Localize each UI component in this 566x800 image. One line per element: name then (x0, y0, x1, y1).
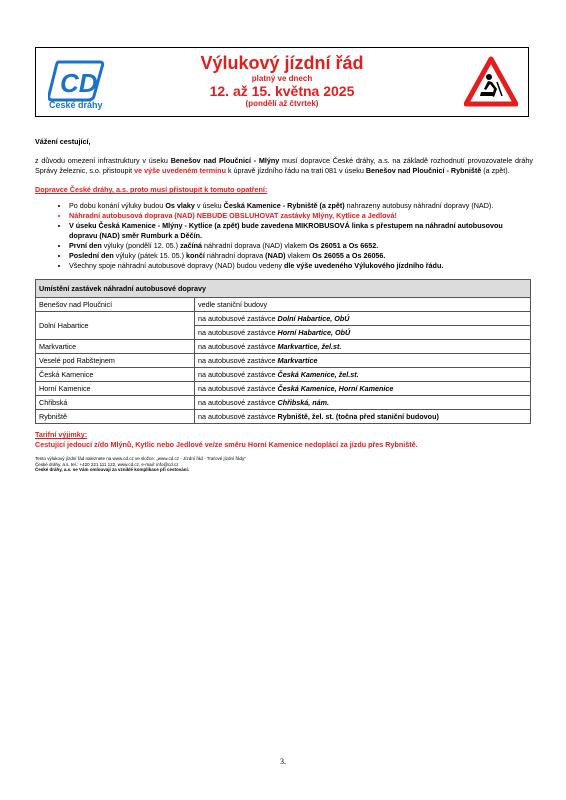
bullet-text: Os 26051 a Os 6652. (309, 241, 379, 250)
station-cell: Horní Kamenice (36, 382, 195, 396)
validity-label: platný ve dnech (251, 74, 313, 83)
location-prefix: na autobusové zastávce (198, 411, 278, 421)
bullet-text: náhradní doprava (NAD) vlakem (202, 241, 310, 250)
table-row (36, 368, 531, 382)
location-stop: Markvartice (277, 355, 318, 365)
bullet-text: začíná (180, 241, 203, 250)
roadwork-warning-icon (464, 56, 518, 108)
location-stop: Česká Kamenice, Horní Kamenice (277, 383, 394, 393)
station-cell: Česká Kamenice (36, 368, 195, 382)
location-prefix: na autobusové zastávce (198, 327, 278, 337)
bullet-text: Všechny spoje náhradní autobusové dopravy (NAD) budou vedeny (69, 261, 284, 270)
page-number: 3. (280, 757, 286, 766)
bullet-text: (NAD) (265, 251, 286, 260)
content (35, 137, 533, 473)
intro-section: Benešov nad Ploučnicí - Mlýny (170, 156, 280, 165)
location-stop: Dolní Habartice, ObÚ (277, 313, 350, 323)
intro-text-4: (a zpět). (481, 166, 510, 175)
footnote-line: Tento výlukový jízdní řád naleznete na www.cd.cz ve složce: „www.cd.cz - Jízdní řád - Traťové jízdní řády" (35, 456, 246, 461)
station-cell: Veselé pod Rabštejnem (36, 354, 195, 368)
tarif-title: Tarifní výjimky: (35, 430, 88, 439)
location-cell: vedle staniční budovy (195, 298, 531, 312)
location-stop: Česká Kamenice, žel.st. (277, 369, 359, 379)
station-cell: Dolní Habartice (36, 312, 195, 340)
list-item (69, 201, 533, 211)
logo-text: České dráhy (49, 100, 103, 110)
bullet-text: v úseku (194, 201, 224, 210)
station-cell: Benešov nad Ploučnicí (36, 298, 195, 312)
bullet-text: První den (69, 241, 102, 250)
location-prefix: na autobusové zastávce (198, 369, 278, 379)
bullet-text: končí (186, 251, 205, 260)
page-title: Výlukový jízdní řád (200, 53, 364, 73)
bullet-text: Os vlaky (165, 201, 195, 210)
validity-dates: 12. až 15. května 2025 (209, 83, 355, 99)
location-stop: Markvartice, žel.st. (277, 341, 342, 351)
stops-table (35, 279, 531, 424)
footnote-line: České dráhy, a.s. se Vám omlouvají za vzniklé komplikace při cestování. (35, 467, 189, 472)
svg-text:CD: CD (60, 68, 98, 98)
location-prefix: na autobusové zastávce (198, 313, 278, 323)
station-cell: Markvartice (36, 340, 195, 354)
list-item (69, 241, 533, 251)
list-item: • Náhradní autobusová doprava (NAD) NEBUDE OBSLUHOVAT zastávky Mlýny, Kytlice a Jedlová! (69, 211, 533, 221)
intro-text-1: z důvodu omezení infrastruktury v úseku (35, 156, 171, 165)
table-header-row (36, 280, 531, 298)
table-row (36, 410, 531, 424)
location-cell (195, 396, 531, 410)
bullet-text: Po dobu konání výluky budou (69, 201, 166, 210)
bullet-text: Os 26055 a Os 26056. (312, 251, 386, 260)
footnote-line: České dráhy, a.s. tel.: +420 221 111 122, www.cd.cz, e-mail: info@cd.cz (35, 461, 179, 467)
measures-title: Dopravce České dráhy, a.s. proto musí přistoupit k tomuto opatření: (35, 185, 268, 194)
bullet-text: nahrazeny autobusy náhradní dopravy (NAD). (344, 201, 494, 210)
location-stop: Chřibská, nám. (277, 397, 330, 407)
intro-paragraph (35, 156, 533, 176)
list-item (69, 251, 533, 261)
location-cell (195, 354, 531, 368)
location-prefix: na autobusové zastávce (198, 341, 278, 351)
station-cell: Chřibská (36, 396, 195, 410)
table-row (36, 298, 531, 312)
intro-text-2: musí dopravce České dráhy, a.s. na základě rozhodnutí provozovatele dráhy Správy železnic, s.o. přistoupit (35, 156, 533, 175)
validity-days: (pondělí až čtvrtek) (245, 99, 319, 108)
tarif-text: Cestující jedoucí z/do Mlýnů, Kytlic nebo Jedlové ve/ze směru Horní Kamenice nedoplácí za jízdu přes Rybniště. (35, 440, 418, 449)
list-item: • V úseku Česká Kamenice - Mlýny - Kytlice (a zpět) bude zavedena MIKROBUSOVÁ linka s přestupem na náhradní autobusovou dopravu (NAD) směr Rumburk a Děčín. (69, 221, 533, 241)
intro-text-3: k úpravě jízdního řádu na trati 081 v úseku (225, 166, 366, 175)
bullet-text: náhradní doprava (204, 251, 266, 260)
location-prefix: na autobusové zastávce (198, 355, 278, 365)
intro-route: Benešov nad Ploučnicí - Rybniště (365, 166, 482, 175)
location-prefix: na autobusové zastávce (198, 397, 278, 407)
table-row (36, 382, 531, 396)
table-row (36, 312, 531, 326)
location-cell (195, 410, 531, 424)
intro-term: ve výše uvedeném termínu (134, 166, 226, 175)
location-cell (195, 312, 531, 326)
station-cell: Rybniště (36, 410, 195, 424)
bullet-text: vlakem (285, 251, 313, 260)
location-cell (195, 326, 531, 340)
bullet-text: výluky (pondělí 12. 05.) (101, 241, 181, 250)
bullet-text: dle výše uvedeného Výlukového jízdního řádu. (283, 261, 444, 270)
list-item (69, 261, 533, 271)
bullet-text: výluky (pátek 15. 05.) (113, 251, 187, 260)
table-row (36, 340, 531, 354)
location-stop: Rybniště, žel. st. (točna před staniční budovou) (277, 411, 439, 421)
bullet-text: Poslední den (69, 251, 114, 260)
table-header: Umístění zastávek náhradní autobusové dopravy (36, 280, 531, 298)
location-cell (195, 382, 531, 396)
location-cell (195, 368, 531, 382)
location-cell (195, 340, 531, 354)
header-box (35, 47, 529, 117)
bullet-text: Česká Kamenice - Rybniště (a zpět) (223, 201, 345, 210)
location-stop: Horní Habartice, ObÚ (277, 327, 351, 337)
title-block (146, 54, 418, 109)
measures-list (35, 201, 533, 271)
greeting: Vážení cestující, (35, 137, 91, 146)
table-row (36, 396, 531, 410)
table-row (36, 354, 531, 368)
location-prefix: na autobusové zastávce (198, 383, 278, 393)
